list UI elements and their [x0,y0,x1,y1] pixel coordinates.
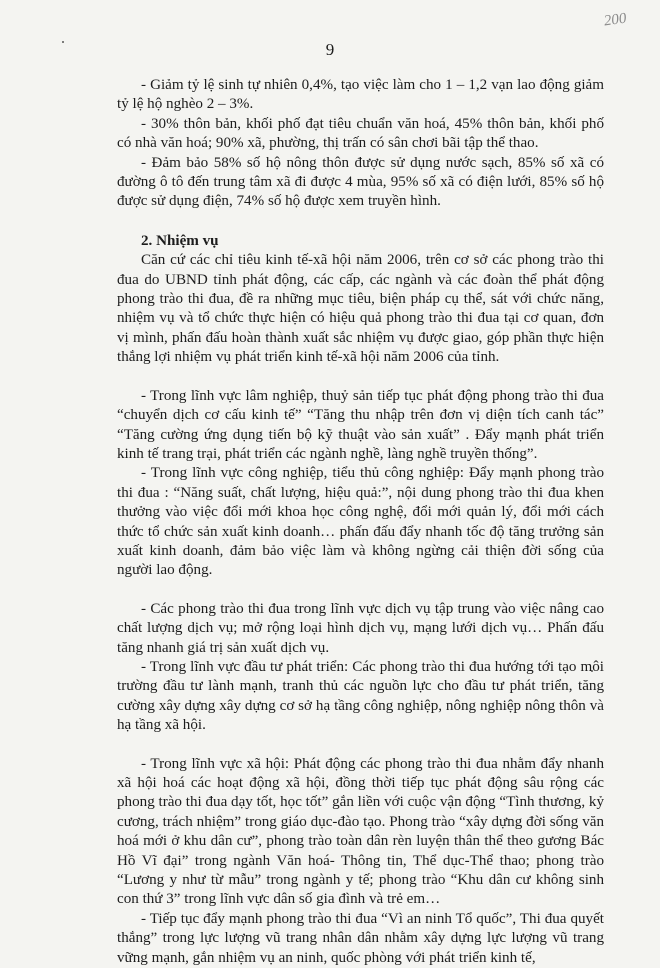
paragraph-services: - Các phong trào thi đua trong lĩnh vực dịch vụ tập trung vào việc nâng cao chất lượng dịch vụ; mở rộng loại hình dịch vụ, mạng lưới dịch vụ… Phấn đấu tăng nhanh giá trị sản xuất dịch vụ. [117,600,604,656]
paragraph-security: - Tiếp tục đẩy mạnh phong trào thi đua “Vì an ninh Tổ quốc”, Thi đua quyết thắng” trong lực lượng vũ trang nhân dân nhằm xây dựng lực lượng vũ trang vững mạnh, gắn nhiệm vụ an ninh, quốc phòng với phát triển kinh tế, [117,910,604,966]
page-number: 9 [325,40,335,59]
section-heading: 2. Nhiệm vụ [141,232,219,249]
paragraph-investment: - Trong lĩnh vực đầu tư phát triển: Các phong trào thi đua hướng tới tạo môi trường đầu tư lành mạnh, tranh thủ các nguồn lực cho đầu tư phát triển, tăng cường xây dựng xây dựng cơ sở hạ tầng công nghiệp, nông nghiệp nông thôn và hạ tầng xã hội. [117,658,604,734]
section-intro-paragraph: Căn cứ các chỉ tiêu kinh tế-xã hội năm 2006, trên cơ sở các phong trào thi đua do UBND tỉnh phát động, các cấp, các ngành và các đoàn thể phát động phong trào thi đua, đề ra những mục tiêu, biện pháp cụ thể, sát với chức năng, nhiệm vụ và tổ chức thực hiện có hiệu quả phong trào thi đua tại cơ quan, đơn vị mình, phấn đấu hoàn thành xuất sắc nhiệm vụ được giao, góp phần thực hiện thắng lợi nhiệm vụ phát triển kinh tế-xã hội năm 2006 của tỉnh. [117,252,604,366]
document-body [117,76,604,968]
paragraph-forestry-fishery: - Trong lĩnh vực lâm nghiệp, thuỷ sản tiếp tục phát động phong trào thi đua “chuyển dịch cơ cấu kinh tế” “Tăng thu nhập trên đơn vị diện tích canh tác” “Tăng cường ứng dụng tiến bộ kỹ thuật vào sản xuất” . Đẩy mạnh phát triển kinh tế trang trại, phát triển các ngành nghề, làng nghề truyền thống”. [117,387,604,462]
paragraph-industry: - Trong lĩnh vực công nghiệp, tiểu thủ công nghiệp: Đẩy mạnh phong trào thi đua : “Năng suất, chất lượng, hiệu quả:”, nội dung phong trào thi đua khen thưởng vào việc đổi mới khoa học công nghệ, đổi mới quản lý, đổi mới cách thức tổ chức sản xuất kinh doanh… phấn đấu đẩy nhanh tốc độ tăng trưởng sản xuất kinh doanh, đảm bảo việc làm và không ngừng cải thiện đời sống của người lao động. [117,465,604,579]
paragraph-population-target: - Giảm tỷ lệ sinh tự nhiên 0,4%, tạo việc làm cho 1 – 1,2 vạn lao động giảm tỷ lệ hộ nghèo 2 – 3%. [117,77,604,113]
paragraph-culture-target: - 30% thôn bản, khối phố đạt tiêu chuẩn văn hoá, 45% thôn bản, khối phố có nhà văn hoá; 90% xã, phường, thị trấn có sân chơi bãi tập thể thao. [117,115,604,152]
paragraph-infrastructure-target: - Đảm bảo 58% số hộ nông thôn được sử dụng nước sạch, 85% số xã có đường ô tô đến trung tâm xã đi được 4 mùa, 95% số xã có điện lưới, 85% số hộ được sử dụng điện, 74% số hộ được xem truyền hình. [117,154,604,210]
paragraph-social: - Trong lĩnh vực xã hội: Phát động các phong trào thi đua nhằm đẩy nhanh xã hội hoá các hoạt động xã hội, đồng thời tiếp tục phát động sâu rộng các phong trào thi đua dạy tốt, học tốt” gắn liền với cuộc vận động “Tình thương, kỷ cương, trách nhiệm” trong giáo dục-đào tạo. Phong trào “xây dựng đời sống văn hoá mới ở khu dân cư”, phong trào toàn dân rèn luyện thân thể theo gương Bác Hồ Vĩ đại” trong ngành Văn hoá- Thông tin, Thể dục-Thể thao; phong trào “Lương y như từ mẫu” trong ngành y tế; phong trào “Khu dân cư không sinh con thứ 3” trong lĩnh vực dân số gia đình và trẻ em… [117,755,604,908]
handwritten-page-mark: 200 [602,10,628,30]
